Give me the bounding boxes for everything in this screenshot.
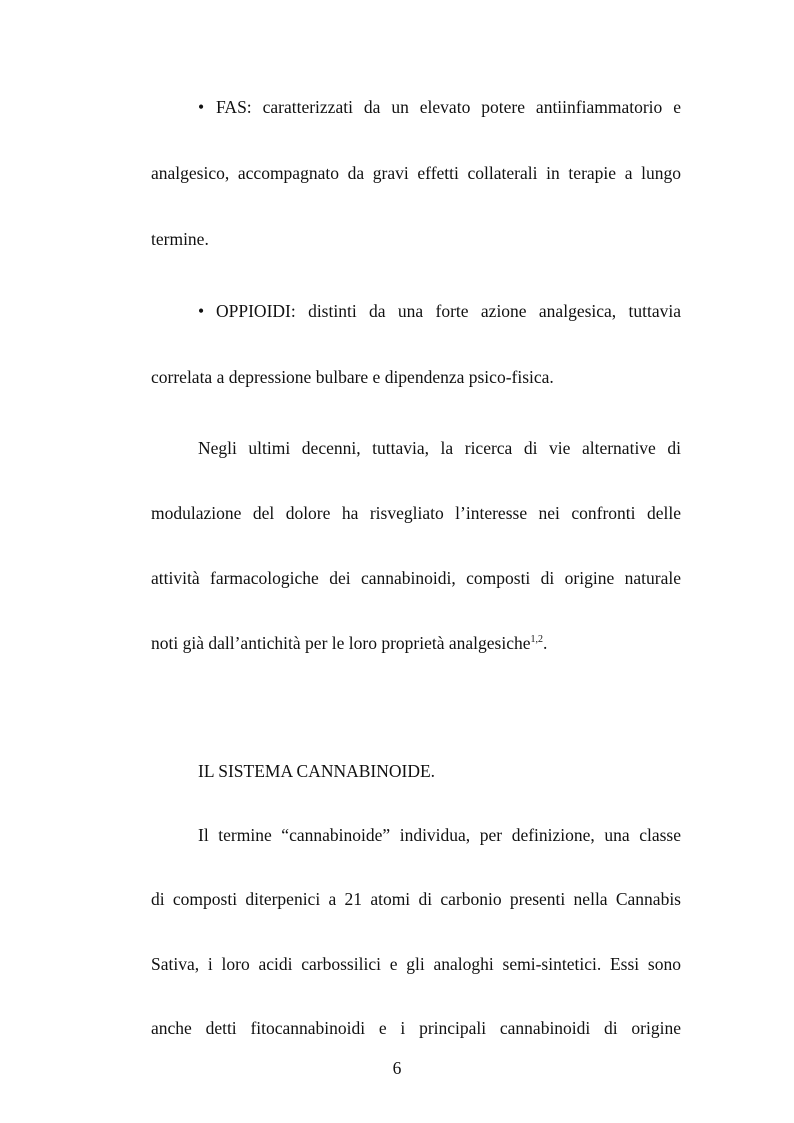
bullet-icon: •	[198, 97, 205, 117]
footnote-reference: 1,2	[530, 634, 543, 645]
bullet-fas-line-1: • FAS: caratterizzati da un elevato potere antiinfiammatorio e	[198, 97, 681, 117]
paragraph-1-line-3: attività farmacologiche dei cannabinoidi, composti di origine naturale	[151, 568, 681, 588]
paragraph-1-line-1: Negli ultimi decenni, tuttavia, la ricerca di vie alternative di	[198, 438, 681, 458]
page-number: 6	[392, 1058, 402, 1078]
section-heading: IL SISTEMA CANNABINOIDE.	[198, 761, 436, 781]
paragraph-1-line-4: noti già dall’antichità per le loro proprietà analgesiche$^{1,2}$.	[151, 633, 548, 653]
paragraph-2-line-1: Il termine “cannabinoide” individua, per definizione, una classe	[198, 825, 681, 845]
paragraph-2-line-4: anche detti fitocannabinoidi e i principali cannabinoidi di origine	[151, 1018, 681, 1038]
bullet-fas-line-3: termine.	[151, 229, 209, 249]
bullet-icon: •	[198, 301, 205, 321]
bullet-fas-line-2: analgesico, accompagnato da gravi effetti collaterali in terapie a lungo	[151, 163, 681, 183]
paragraph-2-line-2: di composti diterpenici a 21 atomi di carbonio presenti nella Cannabis	[151, 889, 681, 909]
bullet-oppioidi-line-1: • OPPIOIDI: distinti da una forte azione analgesica, tuttavia	[198, 301, 681, 321]
paragraph-2-line-3: Sativa, i loro acidi carbossilici e gli analoghi semi-sintetici. Essi sono	[151, 954, 681, 974]
bullet-oppioidi-line-2: correlata a depressione bulbare e dipendenza psico-fisica.	[151, 367, 554, 387]
paragraph-1-line-2: modulazione del dolore ha risvegliato l’interesse nei confronti delle	[151, 503, 681, 523]
